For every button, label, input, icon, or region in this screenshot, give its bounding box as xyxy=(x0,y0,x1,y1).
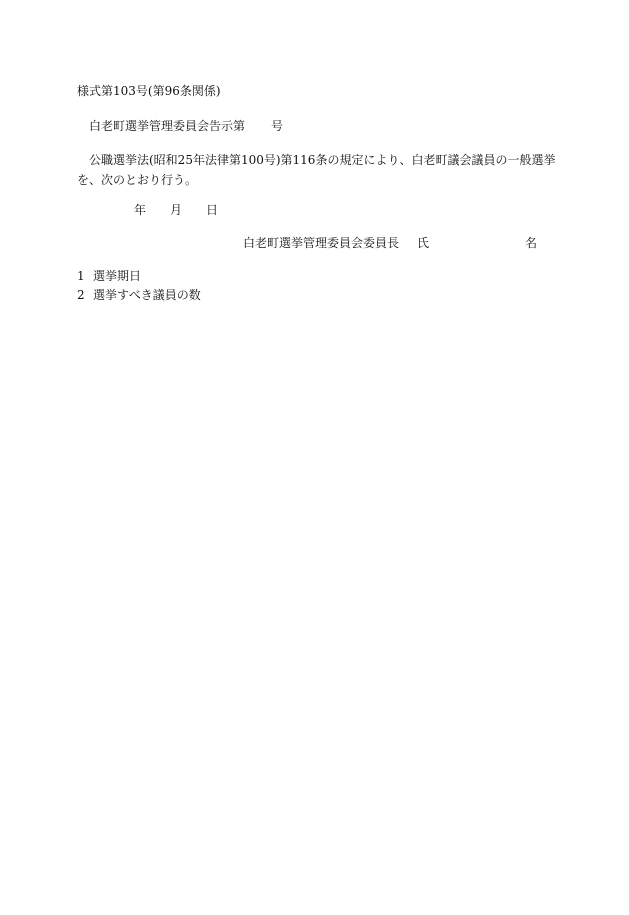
date-year: 年 xyxy=(134,203,147,217)
signature-line xyxy=(243,235,537,252)
date-month: 月 xyxy=(170,203,183,217)
item-number: 1 xyxy=(77,269,85,283)
signature-title: 白老町選挙管理委員会委員長 xyxy=(243,236,400,250)
date-line xyxy=(134,202,218,219)
signature-shi: 氏 xyxy=(417,236,430,250)
form-label: 様式第103号(第96条関係) xyxy=(77,84,221,98)
notice-title-suffix: 号 xyxy=(271,119,284,133)
item-label: 選挙すべき議員の数 xyxy=(93,288,201,302)
date-day: 日 xyxy=(206,203,219,217)
item-label: 選挙期日 xyxy=(93,269,142,283)
notice-body-text: 公職選挙法(昭和25年法律第100号)第116条の規定により、白老町議会議員の一般選挙を、次のとおり行う。 xyxy=(77,153,556,187)
notice-title-prefix: 白老町選挙管理委員会告示第 xyxy=(89,119,246,133)
list-item xyxy=(77,268,141,285)
signature-mei: 名 xyxy=(525,236,538,250)
list-item xyxy=(77,287,201,304)
notice-title xyxy=(89,118,283,135)
item-number: 2 xyxy=(77,288,85,302)
